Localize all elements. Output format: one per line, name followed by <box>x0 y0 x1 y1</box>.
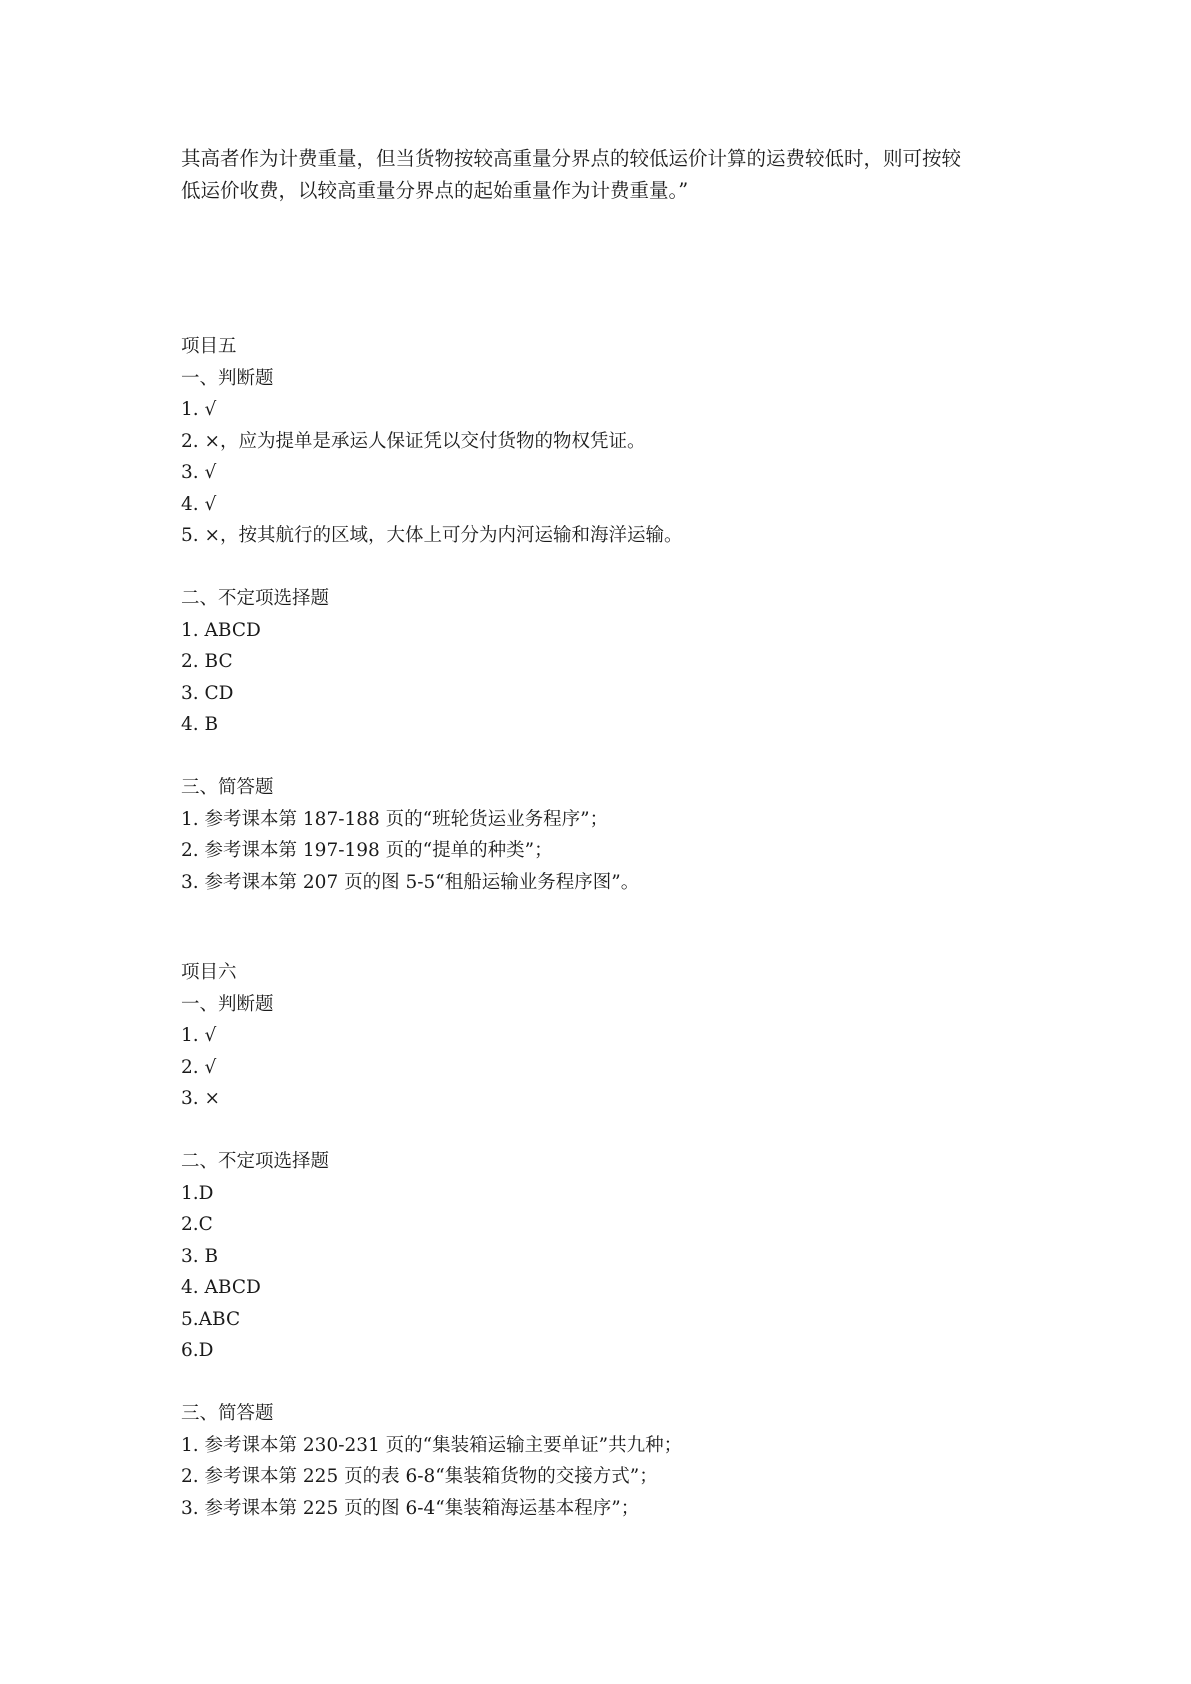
choice-item: 5.ABC <box>181 1308 241 1330</box>
choice-item: 2. BC <box>181 651 233 672</box>
judgement-item: 3. × <box>181 1088 221 1109</box>
spacer <box>181 1367 682 1399</box>
spacer <box>181 741 683 773</box>
intro-line: 其高者作为计费重量，但当货物按较高重量分界点的较低运价计算的运费较低时，则可按较 <box>181 147 962 170</box>
section-heading-short-answer: 三、简答题 <box>181 1403 274 1424</box>
short-answer-item: 1. 参考课本第 230-231 页的“集装箱运输主要单证”共九种； <box>181 1434 683 1456</box>
judgement-item: 1. √ <box>181 399 217 420</box>
short-answer-item: 2. 参考课本第 225 页的表 6-8“集装箱货物的交接方式”； <box>181 1466 658 1487</box>
short-answer-item: 1. 参考课本第 187-188 页的“班轮货运业务程序”； <box>181 808 609 830</box>
section-heading-short-answer: 三、简答题 <box>181 777 274 798</box>
choice-item: 3. CD <box>181 682 234 704</box>
spacer <box>181 552 683 584</box>
judgement-item: 2. ×，应为提单是承运人保证凭以交付货物的物权凭证。 <box>181 430 646 452</box>
project6-section <box>181 957 682 1524</box>
judgement-item: 2. √ <box>181 1056 217 1078</box>
section-heading-judgement: 一、判断题 <box>181 367 274 389</box>
intro-paragraph <box>181 143 1031 207</box>
choice-item: 4. B <box>181 714 219 735</box>
judgement-item: 3. √ <box>181 462 217 483</box>
section-heading-judgement: 一、判断题 <box>181 993 274 1015</box>
choice-item: 1. ABCD <box>181 619 261 641</box>
choice-item: 1.D <box>181 1182 214 1204</box>
project-title: 项目五 <box>181 336 237 357</box>
project5-section <box>181 331 683 898</box>
choice-item: 2.C <box>181 1214 213 1235</box>
section-heading-choice: 二、不定项选择题 <box>181 1151 330 1172</box>
project-title: 项目六 <box>181 962 237 983</box>
choice-item: 4. ABCD <box>181 1277 261 1298</box>
choice-item: 3. B <box>181 1245 219 1267</box>
choice-item: 6.D <box>181 1340 214 1361</box>
section-heading-choice: 二、不定项选择题 <box>181 588 330 609</box>
intro-line: 低运价收费，以较高重量分界点的起始重量作为计费重量。” <box>181 179 689 202</box>
spacer <box>181 1115 682 1147</box>
judgement-item: 4. √ <box>181 493 217 515</box>
judgement-item: 1. √ <box>181 1025 217 1046</box>
short-answer-item: 3. 参考课本第 207 页的图 5-5“租船运输业务程序图”。 <box>181 871 640 893</box>
judgement-item: 5. ×，按其航行的区域，大体上可分为内河运输和海洋运输。 <box>181 525 683 546</box>
short-answer-item: 3. 参考课本第 225 页的图 6-4“集装箱海运基本程序”； <box>181 1497 640 1519</box>
short-answer-item: 2. 参考课本第 197-198 页的“提单的种类”； <box>181 840 553 861</box>
